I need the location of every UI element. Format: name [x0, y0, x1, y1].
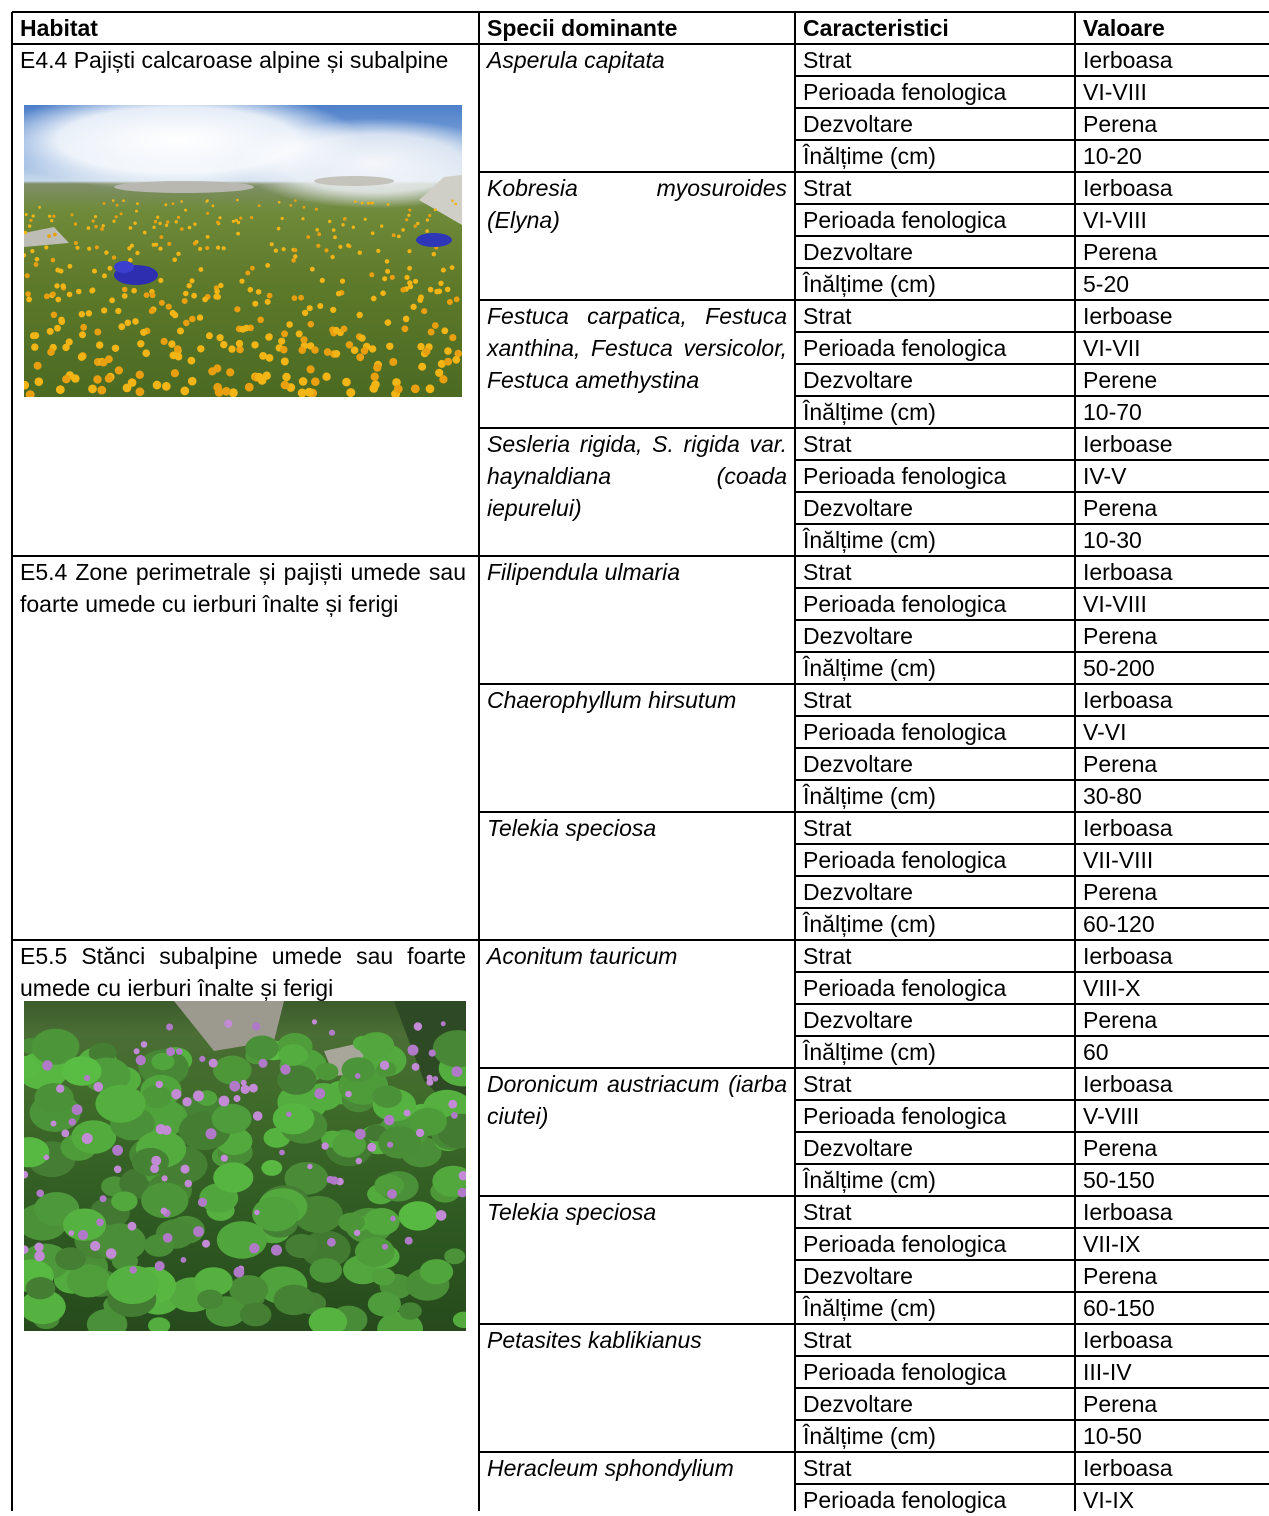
- habitat-name: E5.4 Zone perimetrale și pajiști umede sau foarte umede cu ierburi înalte și ferigi: [20, 559, 466, 617]
- characteristic-label: Strat: [803, 687, 852, 713]
- habitat-name: E5.5 Stănci subalpine umede sau foarte umede cu ierburi înalte și ferigi: [20, 943, 466, 1001]
- characteristic-value: Ierboasa: [1083, 47, 1173, 73]
- species-name: Doronicum austriacum (iarba ciutei): [487, 1071, 787, 1129]
- characteristic-label: Dezvoltare: [803, 623, 913, 649]
- characteristic-value: Perena: [1083, 1007, 1158, 1033]
- characteristic-label: Strat: [803, 559, 852, 585]
- characteristic-value: Ierboase: [1083, 431, 1173, 457]
- characteristic-value: Ierboase: [1083, 303, 1173, 329]
- characteristic-label: Perioada fenologica: [803, 1231, 1007, 1257]
- characteristic-value: Perena: [1083, 1135, 1158, 1161]
- characteristic-label: Înălțime (cm): [803, 1167, 936, 1193]
- species-name: Aconitum tauricum: [487, 943, 678, 969]
- species-name: Asperula capitata: [487, 47, 665, 73]
- characteristic-value: Perena: [1083, 1263, 1158, 1289]
- characteristic-label: Dezvoltare: [803, 1391, 913, 1417]
- column-border: [11, 12, 12, 1511]
- characteristic-label: Dezvoltare: [803, 751, 913, 777]
- species-name: Heracleum sphondylium: [487, 1455, 734, 1481]
- characteristic-value: Ierboasa: [1083, 815, 1173, 841]
- alpine-meadow-photo: [24, 105, 462, 397]
- characteristic-value: VIII-X: [1083, 975, 1141, 1001]
- characteristic-label: Perioada fenologica: [803, 1359, 1007, 1385]
- characteristic-label: Strat: [803, 47, 852, 73]
- characteristic-label: Perioada fenologica: [803, 847, 1007, 873]
- characteristic-label: Perioada fenologica: [803, 207, 1007, 233]
- characteristic-label: Înălțime (cm): [803, 143, 936, 169]
- characteristic-value: V-VI: [1083, 719, 1127, 745]
- column-border: [478, 12, 479, 1511]
- characteristic-value: Ierboasa: [1083, 1455, 1173, 1481]
- characteristic-value: Ierboasa: [1083, 1327, 1173, 1353]
- characteristic-label: Perioada fenologica: [803, 719, 1007, 745]
- characteristic-value: 10-30: [1083, 527, 1142, 553]
- characteristic-value: VI-IX: [1083, 1487, 1135, 1513]
- characteristic-label: Înălțime (cm): [803, 1295, 936, 1321]
- characteristic-value: Ierboasa: [1083, 1071, 1173, 1097]
- characteristic-value: Ierboasa: [1083, 559, 1173, 585]
- species-name: Telekia speciosa: [487, 1199, 657, 1225]
- header-caracteristici: Caracteristici: [803, 15, 949, 41]
- habitat-name: E4.4 Pajiști calcaroase alpine și subalpine: [20, 47, 449, 73]
- characteristic-label: Înălțime (cm): [803, 911, 936, 937]
- characteristic-value: Ierboasa: [1083, 687, 1173, 713]
- species-name: Chaerophyllum hirsutum: [487, 687, 737, 713]
- characteristic-label: Perioada fenologica: [803, 1103, 1007, 1129]
- characteristic-label: Dezvoltare: [803, 367, 913, 393]
- characteristic-value: Perena: [1083, 239, 1158, 265]
- meadow-flowers: [24, 105, 462, 397]
- species-name: Telekia speciosa: [487, 815, 657, 841]
- header-specii-dominante: Specii dominante: [487, 15, 678, 41]
- characteristic-value: 30-80: [1083, 783, 1142, 809]
- characteristic-value: Ierboasa: [1083, 1199, 1173, 1225]
- species-name: Festuca carpatica, Festuca xanthina, Festuca versicolor, Festuca amethystina: [487, 303, 787, 393]
- characteristic-label: Strat: [803, 815, 852, 841]
- characteristic-label: Dezvoltare: [803, 879, 913, 905]
- header-valoare: Valoare: [1083, 15, 1165, 41]
- characteristic-value: Perena: [1083, 879, 1158, 905]
- characteristic-value: Perena: [1083, 111, 1158, 137]
- characteristic-label: Dezvoltare: [803, 1135, 913, 1161]
- characteristic-value: Perena: [1083, 751, 1158, 777]
- characteristic-label: Perioada fenologica: [803, 975, 1007, 1001]
- characteristic-value: Perena: [1083, 1391, 1158, 1417]
- characteristic-value: 10-70: [1083, 399, 1142, 425]
- characteristic-label: Înălțime (cm): [803, 1039, 936, 1065]
- characteristic-label: Înălțime (cm): [803, 271, 936, 297]
- characteristic-value: III-IV: [1083, 1359, 1132, 1385]
- characteristic-value: 50-150: [1083, 1167, 1155, 1193]
- characteristic-label: Înălțime (cm): [803, 655, 936, 681]
- characteristic-label: Strat: [803, 1199, 852, 1225]
- column-border: [1074, 12, 1075, 1511]
- characteristic-value: VII-IX: [1083, 1231, 1141, 1257]
- characteristic-value: 60-120: [1083, 911, 1155, 937]
- characteristic-value: Ierboasa: [1083, 943, 1173, 969]
- characteristic-value: Perena: [1083, 495, 1158, 521]
- characteristic-value: 10-50: [1083, 1423, 1142, 1449]
- characteristic-value: 10-20: [1083, 143, 1142, 169]
- header-habitat: Habitat: [20, 15, 98, 41]
- characteristic-value: Ierboasa: [1083, 175, 1173, 201]
- characteristic-value: VII-VIII: [1083, 847, 1154, 873]
- species-name: Petasites kablikianus: [487, 1327, 702, 1353]
- characteristic-label: Dezvoltare: [803, 1263, 913, 1289]
- characteristic-value: Perene: [1083, 367, 1158, 393]
- species-name: Sesleria rigida, S. rigida var. haynaldiana (coada iepurelui): [487, 431, 787, 521]
- characteristic-value: 50-200: [1083, 655, 1155, 681]
- column-border: [794, 12, 795, 1511]
- characteristic-label: Strat: [803, 175, 852, 201]
- row-border: [12, 11, 1269, 12]
- characteristic-value: VI-VIII: [1083, 79, 1147, 105]
- characteristic-value: IV-V: [1083, 463, 1127, 489]
- leaves-and-flowers: [24, 1001, 466, 1331]
- characteristic-label: Dezvoltare: [803, 111, 913, 137]
- characteristic-label: Înălțime (cm): [803, 399, 936, 425]
- characteristic-label: Perioada fenologica: [803, 335, 1007, 361]
- characteristic-value: 60: [1083, 1039, 1109, 1065]
- characteristic-value: VI-VIII: [1083, 207, 1147, 233]
- characteristic-label: Dezvoltare: [803, 1007, 913, 1033]
- characteristic-label: Înălțime (cm): [803, 1423, 936, 1449]
- characteristic-label: Înălțime (cm): [803, 527, 936, 553]
- characteristic-label: Strat: [803, 1327, 852, 1353]
- subalpine-flowers-photo: [24, 1001, 466, 1331]
- characteristic-value: VI-VII: [1083, 335, 1141, 361]
- characteristic-value: 60-150: [1083, 1295, 1155, 1321]
- characteristic-label: Strat: [803, 1071, 852, 1097]
- characteristic-label: Dezvoltare: [803, 495, 913, 521]
- characteristic-value: VI-VIII: [1083, 591, 1147, 617]
- characteristic-label: Perioada fenologica: [803, 591, 1007, 617]
- characteristic-label: Perioada fenologica: [803, 463, 1007, 489]
- characteristic-label: Dezvoltare: [803, 239, 913, 265]
- characteristic-value: 5-20: [1083, 271, 1130, 297]
- characteristic-label: Strat: [803, 1455, 852, 1481]
- species-name: Kobresia myosuroides (Elyna): [487, 175, 787, 233]
- characteristic-label: Perioada fenologica: [803, 1487, 1007, 1513]
- species-name: Filipendula ulmaria: [487, 559, 681, 585]
- characteristic-label: Înălțime (cm): [803, 783, 936, 809]
- characteristic-label: Strat: [803, 431, 852, 457]
- characteristic-label: Perioada fenologica: [803, 79, 1007, 105]
- characteristic-label: Strat: [803, 943, 852, 969]
- characteristic-label: Strat: [803, 303, 852, 329]
- characteristic-value: Perena: [1083, 623, 1158, 649]
- characteristic-value: V-VIII: [1083, 1103, 1140, 1129]
